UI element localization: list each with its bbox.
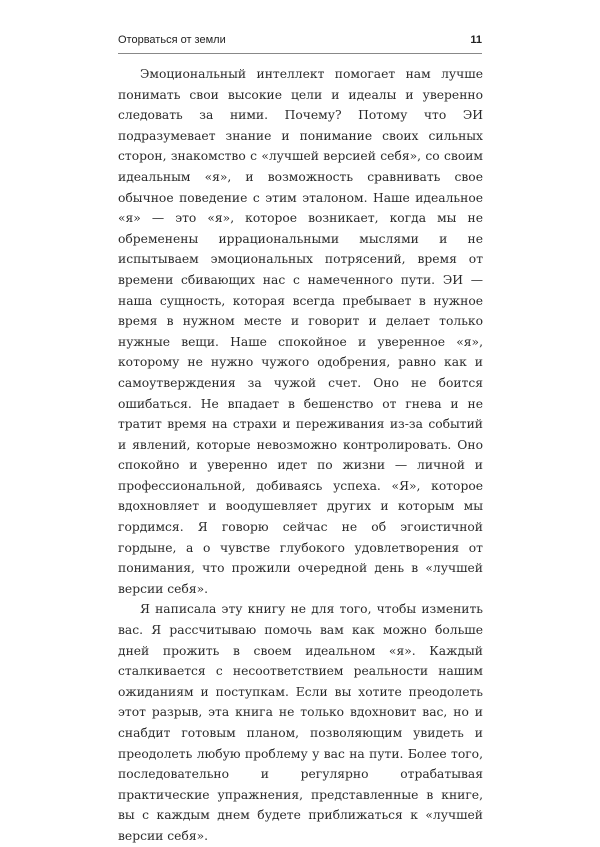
running-title: Оторваться от земли	[118, 34, 226, 46]
paragraph: Я написала эту книгу не для того, чтобы изменить вас. Я рассчитываю помочь вам как можно больше дней прожить в своем идеальном «я». Каждый сталкивается с несоответствием реальности нашим ожиданиям и поступкам. Если вы хотите преодолеть этот разрыв, эта книга не только вдохновит вас, но и снабдит готовым планом, позволяющим увидеть и преодолеть любую проблему у вас на пути. Более того, последовательно и регулярно отрабатывая практические упражнения, представленные в книге, вы с каждым днем будете приближаться к «лучшей версии себя».	[118, 602, 483, 843]
header-divider	[118, 53, 482, 54]
paragraph: Эмоциональный интеллект помогает нам лучше понимать свои высокие цели и идеалы и уверенно следовать за ними. Почему? Потому что ЭИ подразумевает знание и понимание своих сильных сторон, знакомство с «лучшей версией себя», со своим идеальным «я», и возможность сравнивать свое обычное поведение с этим эталоном. Наше идеальное «я» — это «я», которое возникает, когда мы не обременены иррациональными мыслями и не испытываем эмоциональных потрясений, время от времени сбивающих нас с намеченного пути. ЭИ — наша сущность, которая всегда пребывает в нужное время в нужном месте и говорит и делает только нужные вещи. Наше спокойное и уверенное «я», которому не нужно чужого одобрения, равно как и самоутверждения за чужой счет. Оно не боится ошибаться. Не впадает в бешенство от гнева и не тратит время на страхи и переживания из-за событий и явлений, которые невозможно контролировать. Оно спокойно и уверенно идет по жизни — личной и профессиональной, добиваясь успеха. «Я», которое вдохновляет и воодушевляет других и которым мы гордимся. Я говорю сейчас не об эгоистичной гордыне, а о чувстве глубокого удовлетворения от понимания, что прожили очередной день в «лучшей версии себя».	[118, 67, 483, 596]
body-text	[118, 64, 483, 847]
page-number: 11	[470, 34, 482, 46]
running-header	[118, 34, 482, 50]
